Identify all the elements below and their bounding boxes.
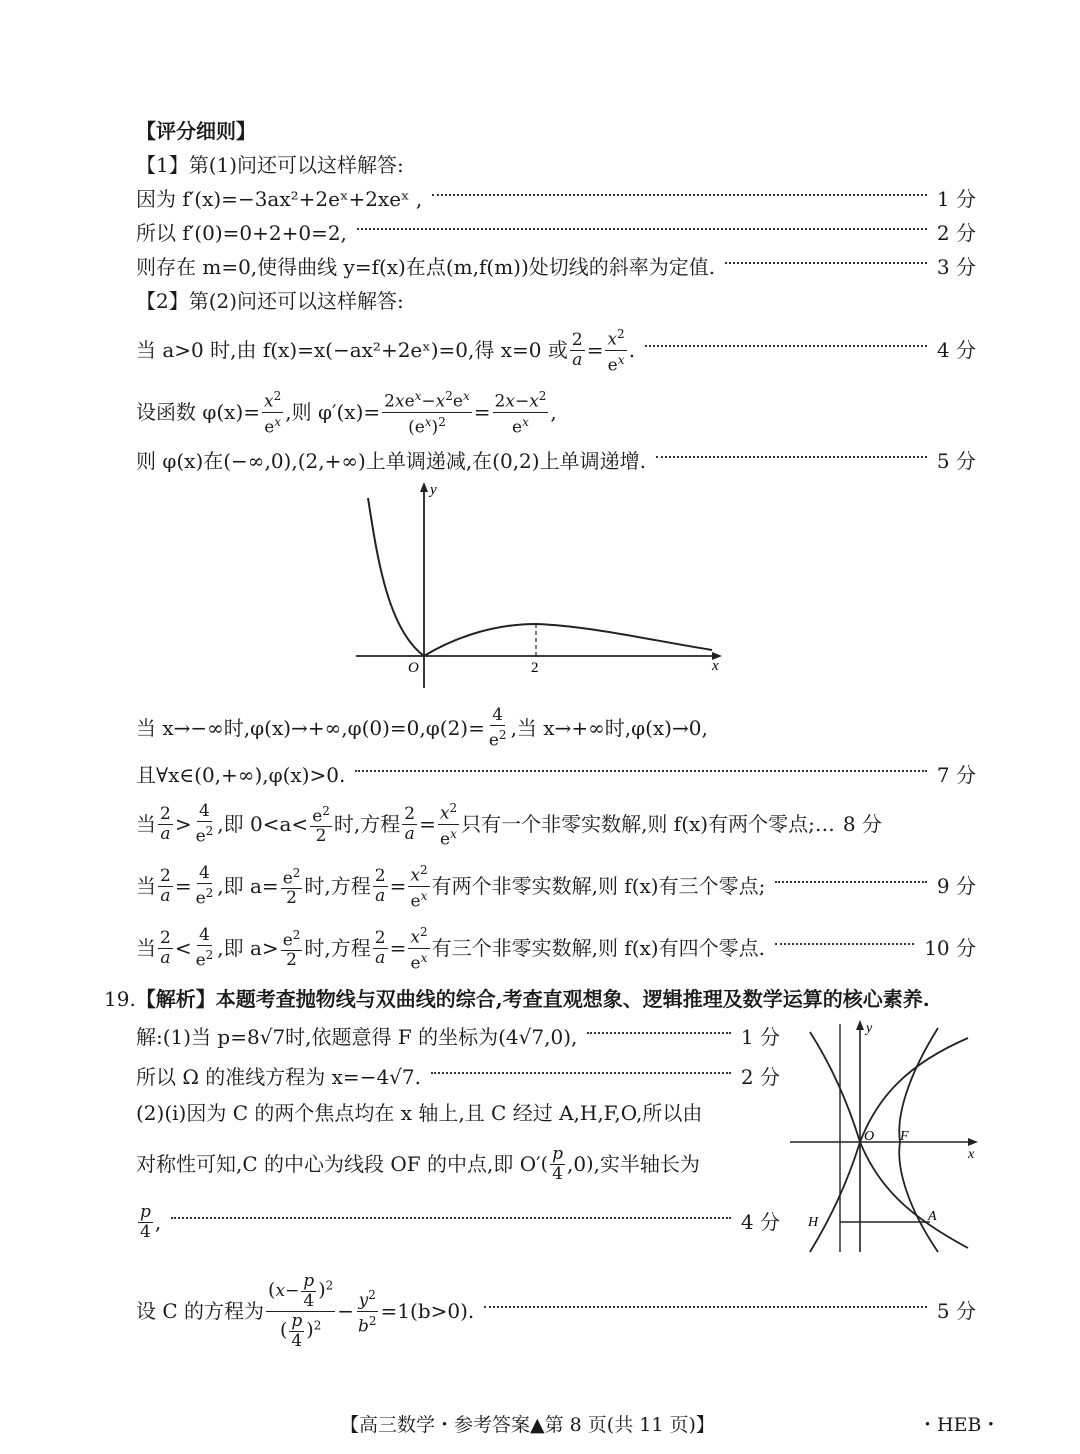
leader-dots — [645, 345, 927, 347]
leader-dots — [355, 770, 927, 772]
s2-line8-text-b: ,即 a> — [217, 936, 279, 960]
leader-dots — [775, 943, 914, 945]
point-a-label: A — [928, 1209, 937, 1224]
fraction: $\frac{2}{a}$ — [160, 865, 171, 906]
phi-graph — [350, 478, 730, 698]
x-axis-arrow-icon — [968, 1138, 978, 1146]
q19-line6: 设 C 的方程为 (x− $\frac{p}{4}$ )$^2$ ( $\frac{p}{4}$ )$^2$ − $\frac{y^2}{b^2}$ =1(b>0). 5 分 — [136, 1270, 976, 1351]
s2-line6: 当 $\frac{2}{a}$ > $\frac{4}{e^2}$ ,即 0<a< $\frac{e^2}{2}$ 时,方程 $\frac{2}{a}$ = $\frac{x^2}{e^x}$ 只有一个非零实数解,则 f(x)有两个零点;… 8 分 — [136, 800, 882, 850]
score-label: 4 分 — [936, 338, 976, 362]
s2-line2: 设函数 φ(x)= $\frac{x^2}{e^x}$ ,则 φ′(x)= $\frac{2xe^x-x^2e^x}{(e^x)^2}$ = $\frac{2x-x^2}{e^x}$ , — [136, 388, 557, 438]
fraction: $\frac{4}{e^2}$ — [195, 862, 214, 909]
q19-number: 19. — [104, 987, 136, 1011]
fraction: $\frac{2}{a}$ — [374, 865, 386, 906]
y-label: y — [430, 482, 437, 498]
fraction: $\frac{x^2}{e^x}$ — [410, 924, 428, 974]
s1-title — [136, 152, 976, 178]
fraction: $\frac{e^2}{2}$ — [312, 803, 330, 847]
s1-line3 — [136, 254, 976, 280]
y-axis-arrow-icon — [856, 1020, 864, 1030]
fraction: $\frac{2}{a}$ — [571, 329, 583, 370]
fraction: $\frac{p}{4}$ — [140, 1201, 151, 1242]
q19-line4-text-b: ,实半轴长为 — [593, 1152, 700, 1176]
s2-line3-text: 则 φ(x)在(−∞,0),(2,+∞)上单调递减,在(0,2)上单调递增. — [136, 449, 646, 473]
leader-dots — [484, 1306, 927, 1308]
s2-title-text: 【2】第(2)问还可以这样解答: — [136, 289, 404, 313]
leader-dots — [775, 881, 927, 883]
q19-line4-text-a: 对称性可知,C 的中心为线段 OF 的中点,即 O′ — [136, 1152, 541, 1176]
score-label: 2 分 — [936, 221, 976, 245]
score-label: 4 分 — [740, 1210, 780, 1234]
s2-line7-text-d: 有两个非零实数解,则 f(x)有三个零点; — [431, 874, 766, 898]
score-label: 5 分 — [936, 1299, 976, 1323]
q19-line2 — [136, 1064, 780, 1090]
fraction: $\frac{x^2}{e^x}$ — [439, 800, 458, 850]
fraction: $\frac{4}{e^2}$ — [488, 704, 507, 751]
s2-line4-text-a: 当 x→−∞时,φ(x)→+∞,φ(0)=0,φ(2)= — [136, 716, 485, 740]
s2-line4 — [136, 706, 976, 750]
s2-line8-text-a: 当 — [136, 936, 156, 960]
score-label: 10 分 — [924, 936, 976, 960]
s1-line2-text: 所以 f′(0)=0+2+0=2, — [136, 221, 347, 245]
q19-title-text: 【解析】本题考查抛物线与双曲线的综合,考查直观想象、逻辑推理及数学运算的核心素养. — [135, 987, 930, 1011]
grading-header — [136, 118, 976, 144]
s2-line6-text-a: 当 — [136, 812, 156, 836]
point-h-label: H — [808, 1215, 819, 1230]
fraction: $\frac{x^2}{e^x}$ — [607, 326, 625, 376]
tick-label-2: 2 — [531, 660, 539, 676]
s2-line5-text: 且∀x∈(0,+∞),φ(x)>0. — [136, 763, 346, 787]
y-label: y — [866, 1021, 873, 1036]
q19-line6-text-b: =1(b>0). — [380, 1299, 475, 1323]
s2-line5 — [136, 762, 976, 788]
footer-code: ・HEB・ — [918, 1414, 1001, 1436]
leader-dots — [725, 262, 927, 264]
fraction: $\frac{p}{4}$ — [552, 1143, 563, 1184]
leader-dots — [431, 1072, 731, 1074]
q19-line3-text: (2)(ⅰ)因为 C 的两个焦点均在 x 轴上,且 C 经过 A,H,F,O,所以由 — [136, 1101, 703, 1125]
s2-line4-text-b: ,当 x→+∞时,φ(x)→0, — [510, 716, 708, 740]
leader-dots — [656, 456, 927, 458]
score-label: 1 分 — [936, 187, 976, 211]
s2-line7: 当 $\frac{2}{a}$ = $\frac{4}{e^2}$ ,即 a= $\frac{e^2}{2}$ 时,方程 $\frac{2}{a}$ = $\frac{x^2}{e^x}$ 有两个非零实数解,则 f(x)有三个零点; 9 分 — [136, 862, 976, 912]
hyperbola-parabola-graph — [788, 1016, 984, 1256]
fraction: $\frac{x^2}{e^x}$ — [264, 388, 282, 438]
score-label: 3 分 — [936, 255, 976, 279]
leader-dots — [432, 194, 927, 196]
q19-line1 — [136, 1024, 780, 1050]
score-label: 8 分 — [842, 812, 882, 836]
q19-line3 — [136, 1100, 780, 1126]
s2-line6-text-c: 时,方程 — [333, 812, 401, 836]
s2-line1-text: 当 a>0 时,由 f(x)=x(−ax²+2eˣ)=0,得 x=0 或 — [136, 338, 568, 362]
parabola-curve — [860, 1038, 968, 1248]
q19-title — [104, 986, 976, 1012]
score-label: 1 分 — [740, 1025, 780, 1049]
s1-line1-text: 因为 f′(x)=−3ax²+2eˣ+2xeˣ , — [136, 187, 423, 211]
score-label: 2 分 — [740, 1065, 780, 1089]
fraction: $\frac{y^2}{b^2}$ — [358, 1287, 377, 1337]
fraction: (x− $\frac{p}{4}$ )$^2$ ( $\frac{p}{4}$ )$^2$ — [268, 1270, 334, 1351]
s2-line2-text-b: ,则 φ′(x)= — [285, 400, 381, 424]
x-label: x — [712, 658, 719, 674]
leader-dots — [357, 228, 927, 230]
score-label: 7 分 — [936, 763, 976, 787]
phi-curve — [368, 498, 712, 656]
s2-line7-text-b: ,即 a= — [217, 874, 279, 898]
fraction: $\frac{2}{a}$ — [404, 803, 416, 844]
fraction: $\frac{2}{a}$ — [160, 927, 171, 968]
s2-line8-text-c: 时,方程 — [304, 936, 371, 960]
q19-line6-text-a: 设 C 的方程为 — [136, 1299, 265, 1323]
s1-title-text: 【1】第(1)问还可以这样解答: — [136, 153, 404, 177]
s2-line2-text-c: , — [550, 400, 557, 424]
score-label: 9 分 — [936, 874, 976, 898]
s2-title — [136, 288, 976, 314]
q19-line2-text: 所以 Ω 的准线方程为 x=−4√7. — [136, 1065, 421, 1089]
origin-label: O — [408, 660, 419, 676]
s1-line3-text: 则存在 m=0,使得曲线 y=f(x)在点(m,f(m))处切线的斜率为定值. — [136, 255, 716, 279]
fraction: $\frac{e^2}{2}$ — [282, 927, 301, 971]
q19-line5: $\frac{p}{4}$ , 4 分 — [140, 1201, 780, 1242]
footer-text: 【高三数学・参考答案▲第 8 页(共 11 页)】 — [340, 1414, 715, 1436]
fraction: $\frac{4}{e^2}$ — [195, 924, 214, 971]
fraction: $\frac{2}{a}$ — [160, 803, 171, 844]
leader-dots — [587, 1032, 731, 1034]
leader-dots — [171, 1217, 731, 1219]
s2-line7-text-c: 时,方程 — [304, 874, 371, 898]
point-f-label: F — [900, 1129, 909, 1144]
s2-line6-text-b: ,即 0<a< — [217, 812, 309, 836]
x-label: x — [968, 1147, 975, 1162]
s2-line2-text-a: 设函数 φ(x)= — [136, 400, 261, 424]
score-label: 5 分 — [936, 449, 976, 473]
s2-line6-text-d: 只有一个非零实数解,则 f(x)有两个零点;… — [461, 812, 835, 836]
s2-line1: 当 a>0 时,由 f(x)=x(−ax²+2eˣ)=0,得 x=0 或 $\frac{2}{a}$ = $\frac{x^2}{e^x}$ . 4 分 — [136, 326, 976, 376]
fraction: $\frac{2xe^x-x^2e^x}{(e^x)^2}$ — [384, 388, 470, 438]
fraction: $\frac{2x-x^2}{e^x}$ — [494, 388, 547, 438]
fraction: $\frac{2}{a}$ — [374, 927, 386, 968]
origin-label: O — [864, 1129, 875, 1144]
s1-line2 — [136, 220, 976, 246]
s1-line1 — [136, 186, 976, 212]
s2-line7-text-a: 当 — [136, 874, 156, 898]
fraction: $\frac{4}{e^2}$ — [195, 800, 214, 847]
grading-header-text: 【评分细则】 — [136, 119, 256, 143]
y-axis-arrow-icon — [420, 482, 428, 492]
s2-line8-text-d: 有三个非零实数解,则 f(x)有四个零点. — [431, 936, 765, 960]
s2-line3 — [136, 448, 976, 474]
fraction: $\frac{x^2}{e^x}$ — [410, 862, 428, 912]
s2-line8: 当 $\frac{2}{a}$ < $\frac{4}{e^2}$ ,即 a> $\frac{e^2}{2}$ 时,方程 $\frac{2}{a}$ = $\frac{x^2}{e^x}$ 有三个非零实数解,则 f(x)有四个零点. 10 分 — [136, 924, 976, 974]
fraction: $\frac{e^2}{2}$ — [282, 865, 301, 909]
q19-line1-text: 解:(1)当 p=8√7时,依题意得 F 的坐标为(4√7,0), — [136, 1025, 578, 1049]
q19-line4: 对称性可知,C 的中心为线段 OF 的中点,即 O′ ( $\frac{p}{4}$ ,0 ) ,实半轴长为 — [136, 1143, 700, 1184]
